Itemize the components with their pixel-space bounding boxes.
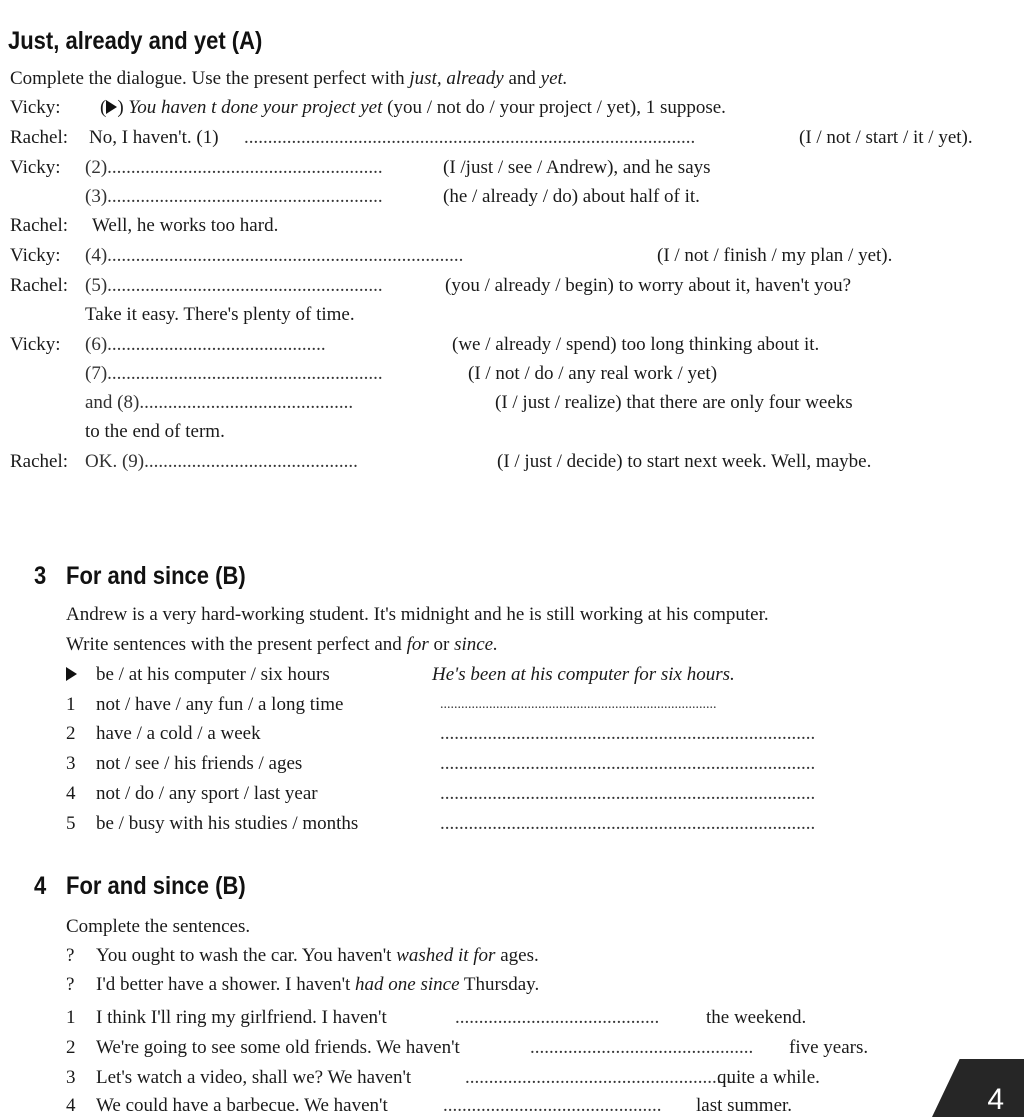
example-open-paren: ( [100,97,107,118]
example-sentence [96,945,539,967]
verb-hint: (I / not / do / any real work / yet) [468,363,718,384]
sentence-end: quite a while. [717,1067,820,1088]
section-heading-just-already-yet: Just, already and yet (A) [8,27,263,55]
example-end: Thursday. [459,974,540,995]
page-number-badge [932,1059,1024,1117]
item-number: 1 [66,1007,76,1028]
example-hint: (you / not do / your project / yet), 1 suppose. [387,97,726,118]
answer-blank-9[interactable]: OK. (9)............................................. [85,451,358,472]
instructions-text: Write sentences with the present perfect and [66,634,407,655]
verb-hint: (you / already / begin) to worry about it, haven't you? [445,275,852,296]
speaker-label: Vicky: [10,97,61,118]
instructions-text: Complete the dialogue. Use the present perfect with [10,68,410,89]
speaker-label: Rachel: [10,275,69,296]
verb-hint: (I / not / finish / my plan / yet). [657,245,893,266]
answer-blank[interactable]: ............................................................................... [440,697,717,712]
instructions-for: for [406,634,429,655]
section-heading-for-since: For and since (B) [66,562,246,590]
item-prompt: not / have / any fun / a long time [96,694,344,715]
speaker-label: Vicky: [10,245,61,266]
speaker-label: Rachel: [10,127,69,148]
verb-hint: (I / just / decide) to start next week. Well, maybe. [497,451,872,472]
answer-blank-7[interactable]: (7).......................................................... [85,363,383,384]
section-instructions [66,634,498,656]
example-text: You ought to wash the car. You haven't [96,945,397,966]
instructions-or: or [428,634,455,655]
item-sentence: We're going to see some old friends. We haven't [96,1037,460,1058]
section-intro: Complete the sentences. [66,916,251,937]
section-number: 3 [34,562,47,590]
page-number: 4 [987,1083,1004,1116]
item-number: 5 [66,813,76,834]
dialogue-text: Well, he works too hard. [92,215,279,236]
dialogue-text: to the end of term. [85,421,225,442]
example-marker-icon [66,667,77,681]
example-end: ages. [495,945,539,966]
item-prompt: not / see / his friends / ages [96,753,303,774]
item-number: 3 [66,753,76,774]
section-number: 4 [34,872,47,900]
item-prompt: have / a cold / a week [96,723,261,744]
verb-hint: (he / already / do) about half of it. [443,186,700,207]
item-sentence: We could have a barbecue. We haven't [96,1095,388,1116]
section-intro: Andrew is a very hard-working student. It's midnight and he is still working at his computer. [66,604,769,625]
answer-blank[interactable]: ............................................... [530,1037,754,1058]
sentence-end: five years. [789,1037,869,1058]
instructions-and: and [503,68,541,89]
answer-blank-1[interactable]: ............................................................................................... [244,127,696,148]
item-number: 2 [66,1037,76,1058]
item-number: 4 [66,1095,76,1116]
sentence-end: last summer. [696,1095,793,1116]
answer-blank[interactable]: ......................................................... [465,1067,736,1088]
instructions-italic-words: just, already [409,68,504,89]
speaker-label: Vicky: [10,157,61,178]
verb-hint: (I /just / see / Andrew), and he says [443,157,711,178]
item-prompt: not / do / any sport / last year [96,783,318,804]
section-heading-for-since: For and since (B) [66,872,246,900]
example-sentence [96,974,539,996]
item-prompt: be / busy with his studies / months [96,813,359,834]
verb-hint: (I / not / start / it / yet). [799,127,973,148]
item-number: 4 [66,783,76,804]
example-answer: You haven t done your project yet [128,97,383,118]
dialogue-text: Take it easy. There's plenty of time. [85,304,355,325]
item-sentence: Let's watch a video, shall we? We haven't [96,1067,412,1088]
sentence-end: the weekend. [706,1007,807,1028]
instructions-yet: yet. [540,68,568,89]
item-number: 3 [66,1067,76,1088]
answer-blank-2[interactable]: (2).......................................................... [85,157,383,178]
example-marker-icon [106,100,117,114]
example-marker: ? [66,945,75,966]
answer-blank-8[interactable]: and (8)............................................. [85,392,354,413]
instructions-since: since. [454,634,498,655]
example-prompt: be / at his computer / six hours [96,664,330,685]
item-number: 2 [66,723,76,744]
example-close-paren: ) [117,97,124,118]
instructions [10,68,568,90]
answer-blank-5[interactable]: (5).......................................................... [85,275,383,296]
example-line [100,97,726,119]
example-marker: ? [66,974,75,995]
answer-blank[interactable]: ............................................................................... [440,783,816,804]
example-text: I'd better have a shower. I haven't [96,974,356,995]
item-number: 1 [66,694,76,715]
speaker-label: Vicky: [10,334,61,355]
answer-blank-4[interactable]: (4)........................................................................... [85,245,464,266]
example-answer: He's been at his computer for six hours. [432,664,735,685]
dialogue-text: No, I haven't. (1) [89,127,219,148]
example-marker [66,664,77,686]
speaker-label: Rachel: [10,451,69,472]
item-sentence: I think I'll ring my girlfriend. I haven't [96,1007,387,1028]
example-answer: washed it for [396,945,496,966]
verb-hint: (we / already / spend) too long thinking about it. [452,334,820,355]
answer-blank-3[interactable]: (3).......................................................... [85,186,383,207]
speaker-label: Rachel: [10,215,69,236]
answer-blank[interactable]: .............................................. [443,1095,662,1116]
example-answer: had one since [355,974,460,995]
answer-blank[interactable]: ............................................................................... [440,813,816,834]
verb-hint: (I / just / realize) that there are only four weeks [495,392,853,413]
answer-blank[interactable]: ............................................................................... [440,753,816,774]
answer-blank-6[interactable]: (6).............................................. [85,334,326,355]
answer-blank[interactable]: ............................................................................... [440,723,816,744]
answer-blank[interactable]: ........................................... [455,1007,660,1028]
